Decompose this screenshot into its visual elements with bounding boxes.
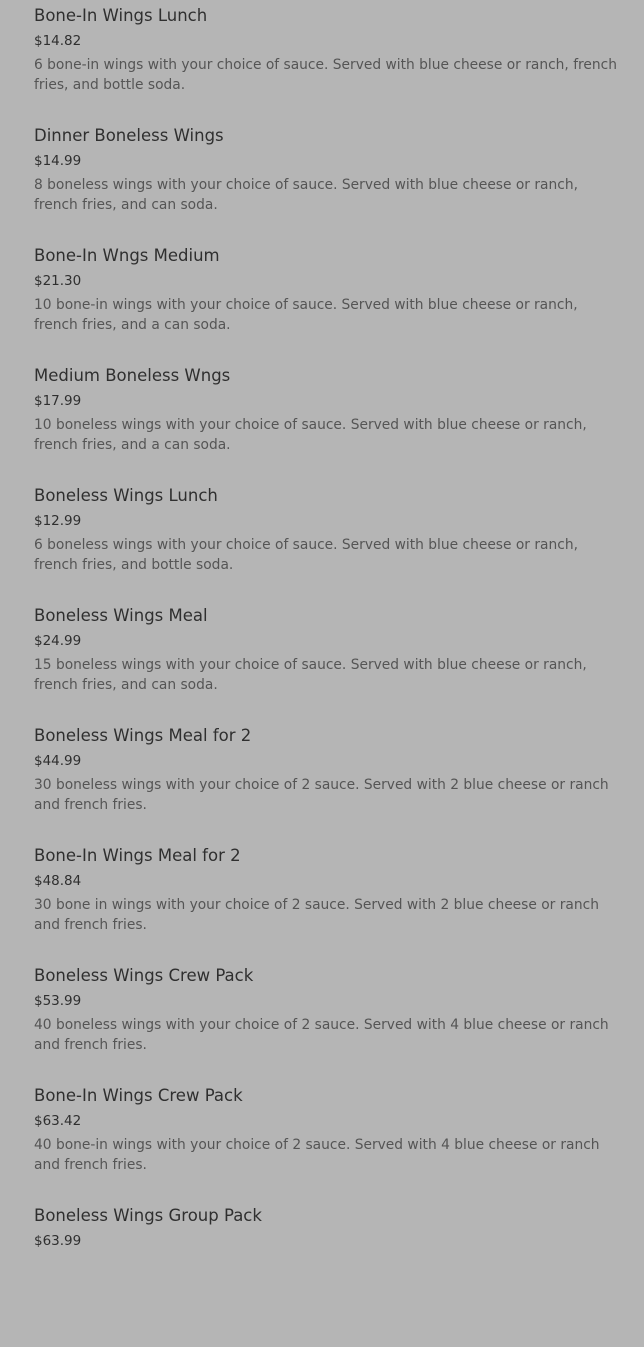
menu-item[interactable] bbox=[34, 126, 624, 246]
menu-item-name: Boneless Wings Crew Pack bbox=[34, 966, 254, 985]
menu-item-description: 10 bone-in wings with your choice of sauce. Served with blue cheese or ranch, french fries, and a can soda. bbox=[34, 297, 578, 333]
menu-item-name: Boneless Wings Meal for 2 bbox=[34, 726, 252, 745]
menu-item-name: Dinner Boneless Wings bbox=[34, 126, 224, 145]
menu-item-price: $17.99 bbox=[34, 393, 82, 409]
menu-item-price: $14.99 bbox=[34, 153, 82, 169]
menu-item-price: $63.42 bbox=[34, 1113, 82, 1129]
menu-item-name: Bone-In Wings Meal for 2 bbox=[34, 846, 241, 865]
menu-item[interactable] bbox=[34, 6, 624, 126]
menu-item-description: 6 bone-in wings with your choice of sauce. Served with blue cheese or ranch, french fries, and bottle soda. bbox=[34, 57, 617, 93]
menu-item-description: 8 boneless wings with your choice of sauce. Served with blue cheese or ranch, french fries, and can soda. bbox=[34, 177, 578, 213]
menu-item[interactable] bbox=[34, 606, 624, 726]
menu-item-price: $44.99 bbox=[34, 753, 82, 769]
menu-item-description: 40 bone-in wings with your choice of 2 sauce. Served with 4 blue cheese or ranch and french fries. bbox=[34, 1137, 600, 1173]
menu-item-price: $53.99 bbox=[34, 993, 82, 1009]
menu-item[interactable] bbox=[34, 366, 624, 486]
menu-item[interactable] bbox=[34, 246, 624, 366]
menu-item-description: 30 boneless wings with your choice of 2 sauce. Served with 2 blue cheese or ranch and french fries. bbox=[34, 777, 609, 813]
menu-item-price: $12.99 bbox=[34, 513, 82, 529]
menu-item-name: Boneless Wings Meal bbox=[34, 606, 208, 625]
menu-item-name: Bone-In Wings Lunch bbox=[34, 6, 208, 25]
menu-item-description: 6 boneless wings with your choice of sauce. Served with blue cheese or ranch, french fries, and bottle soda. bbox=[34, 537, 578, 573]
menu-item[interactable] bbox=[34, 966, 624, 1086]
menu-item[interactable] bbox=[34, 846, 624, 966]
menu-item[interactable] bbox=[34, 1206, 624, 1326]
menu-item-price: $24.99 bbox=[34, 633, 82, 649]
menu-item[interactable] bbox=[34, 726, 624, 846]
menu-item-name: Boneless Wings Group Pack bbox=[34, 1206, 262, 1225]
menu-item-description: 30 bone in wings with your choice of 2 sauce. Served with 2 blue cheese or ranch and french fries. bbox=[34, 897, 599, 933]
menu-item-price: $48.84 bbox=[34, 873, 82, 889]
menu-item[interactable] bbox=[34, 1086, 624, 1206]
menu-item-price: $14.82 bbox=[34, 33, 82, 49]
menu-item-description: 15 boneless wings with your choice of sauce. Served with blue cheese or ranch, french fries, and can soda. bbox=[34, 657, 587, 693]
menu-item-price: $21.30 bbox=[34, 273, 82, 289]
menu-item-description: 10 boneless wings with your choice of sauce. Served with blue cheese or ranch, french fries, and a can soda. bbox=[34, 417, 587, 453]
menu-item-name: Bone-In Wngs Medium bbox=[34, 246, 220, 265]
menu-item-name: Medium Boneless Wngs bbox=[34, 366, 231, 385]
menu-item-description: 40 boneless wings with your choice of 2 sauce. Served with 4 blue cheese or ranch and french fries. bbox=[34, 1017, 609, 1053]
menu-item[interactable] bbox=[34, 486, 624, 606]
menu-item-price: $63.99 bbox=[34, 1233, 82, 1249]
menu-item-list bbox=[34, 0, 624, 1326]
menu-item-name: Boneless Wings Lunch bbox=[34, 486, 218, 505]
menu-item-name: Bone-In Wings Crew Pack bbox=[34, 1086, 243, 1105]
